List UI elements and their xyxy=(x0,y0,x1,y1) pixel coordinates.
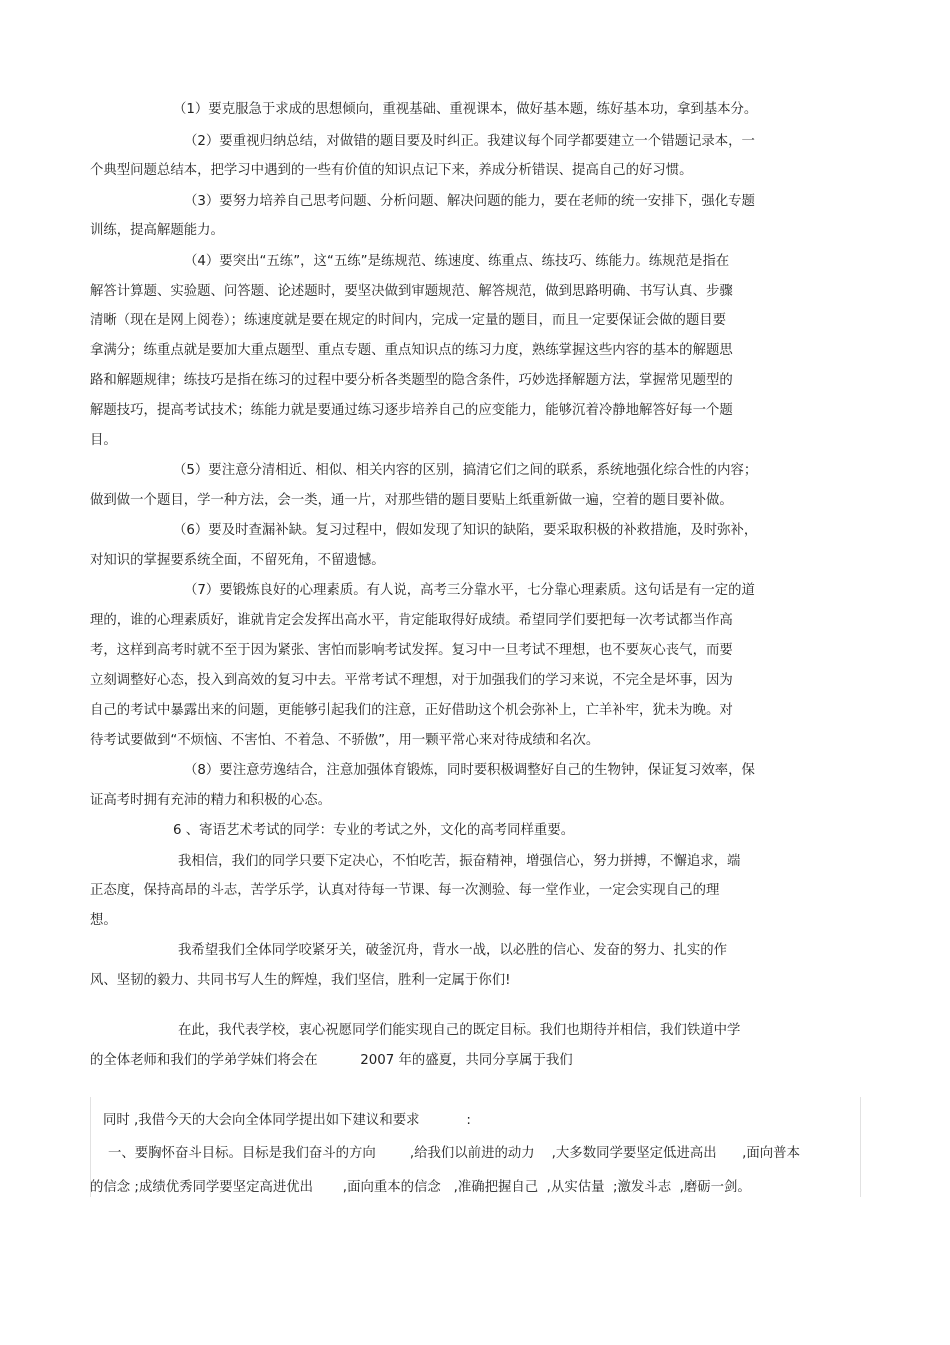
text-line: 个典型问题总结本，把学习中遇到的一些有价值的知识点记下来，养成分析错误、提高自己的好习惯。 xyxy=(90,163,693,178)
text-line: 做到做一个题目，学一种方法，会一类，通一片，对那些错的题目要贴上纸重新做一遍，空着的题目要补做。 xyxy=(90,493,733,508)
text-line: 的全体老师和我们的学弟学妹们将会在 2007 年的盛夏，共同分享属于我们 xyxy=(90,1053,573,1068)
text-line: 清晰（现在是网上阅卷）；练速度就是要在规定的时间内，完成一定量的题目，而且一定要保证会做的题目要 xyxy=(90,313,727,328)
text-line: 理的，谁的心理素质好，谁就肯定会发挥出高水平，肯定能取得好成绩。希望同学们要把每一次考试都当作高 xyxy=(90,613,733,628)
text-line: 训练，提高解题能力。 xyxy=(90,223,224,238)
frame-border-right xyxy=(860,1097,861,1197)
text-line: 6 、寄语艺术考试的同学：专业的考试之外，文化的高考同样重要。 xyxy=(173,823,575,838)
text-line: 正态度，保持高昂的斗志，苦学乐学，认真对待每一节课、每一次测验、每一堂作业，一定会实现自己的理 xyxy=(90,883,720,898)
text-line: （3）要努力培养自己思考问题、分析问题、解决问题的能力，要在老师的统一安排下，强化专题 xyxy=(184,194,755,209)
text-line: 路和解题规律；练技巧是指在练习的过程中要分析各类题型的隐含条件，巧妙选择解题方法，掌握常见题型的 xyxy=(90,373,733,388)
text-line: 目。 xyxy=(90,433,117,448)
text-line: 的信念 ;成绩优秀同学要坚定高进优出 ,面向重本的信念 ,准确把握自己 ,从实估量 ;激发斗志 ,磨砺一剑。 xyxy=(90,1180,751,1195)
text-line: （5）要注意分清相近、相似、相关内容的区别，搞清它们之间的联系，系统地强化综合性的内容； xyxy=(173,463,758,478)
text-line: 证高考时拥有充沛的精力和积极的心态。 xyxy=(90,793,332,808)
text-line: 拿满分；练重点就是要加大重点题型、重点专题、重点知识点的练习力度，熟练掌握这些内容的基本的解题思 xyxy=(90,343,733,358)
text-line: 解答计算题、实验题、问答题、论述题时，要坚决做到审题规范、解答规范，做到思路明确、书写认真、步骤 xyxy=(90,284,733,299)
text-line: 我希望我们全体同学咬紧牙关，破釜沉舟，背水一战，以必胜的信心、发奋的努力、扎实的作 xyxy=(178,943,728,958)
text-line: 风、坚韧的毅力、共同书写人生的辉煌，我们坚信，胜利一定属于你们! xyxy=(90,973,511,988)
text-line: （6）要及时查漏补缺。复习过程中，假如发现了知识的缺陷，要采取积极的补救措施，及时弥补， xyxy=(173,523,758,538)
text-line: 待考试要做到“不烦恼、不害怕、不着急、不骄傲”，用一颗平常心来对待成绩和名次。 xyxy=(90,733,600,748)
text-line: （7）要锻炼良好的心理素质。有人说，高考三分靠水平，七分靠心理素质。这句话是有一定的道 xyxy=(184,583,755,598)
text-line: 对知识的掌握要系统全面，不留死角，不留遗憾。 xyxy=(90,553,385,568)
text-line: 想。 xyxy=(90,913,117,928)
text-line: （2）要重视归纳总结，对做错的题目要及时纠正。我建议每个同学都要建立一个错题记录本，一 xyxy=(184,134,755,149)
text-line: 考，这样到高考时就不至于因为紧张、害怕而影响考试发挥。复习中一旦考试不理想，也不要灰心丧气，而要 xyxy=(90,643,733,658)
text-line: 在此，我代表学校，衷心祝愿同学们能实现自己的既定目标。我们也期待并相信，我们铁道中学 xyxy=(178,1023,741,1038)
text-line: （4）要突出“五练”，这“五练”是练规范、练速度、练重点、练技巧、练能力。练规范是指在 xyxy=(184,254,730,269)
text-line: （1）要克服急于求成的思想倾向，重视基础、重视课本，做好基本题，练好基本功，拿到基本分。 xyxy=(173,102,758,117)
text-line: 我相信，我们的同学只要下定决心，不怕吃苦，振奋精神，增强信心，努力拼搏，不懈追求，端 xyxy=(178,854,741,869)
text-line: 解题技巧，提高考试技术；练能力就是要通过练习逐步培养自己的应变能力，能够沉着冷静地解答好每一个题 xyxy=(90,403,733,418)
text-line: 自己的考试中暴露出来的问题，更能够引起我们的注意，正好借助这个机会弥补上，亡羊补牢，犹未为晚。对 xyxy=(90,703,733,718)
text-line: 立刻调整好心态，投入到高效的复习中去。平常考试不理想，对于加强我们的学习来说，不完全是坏事，因为 xyxy=(90,673,733,688)
text-line: 同时 ,我借今天的大会向全体同学提出如下建议和要求 : xyxy=(103,1113,471,1128)
text-line: 一、要胸怀奋斗目标。目标是我们奋斗的方向 ,给我们以前进的动力 ,大多数同学要坚定低进高出 ,面向普本 xyxy=(108,1146,800,1161)
text-line: （8）要注意劳逸结合，注意加强体育锻炼，同时要积极调整好自己的生物钟，保证复习效率，保 xyxy=(184,763,755,778)
